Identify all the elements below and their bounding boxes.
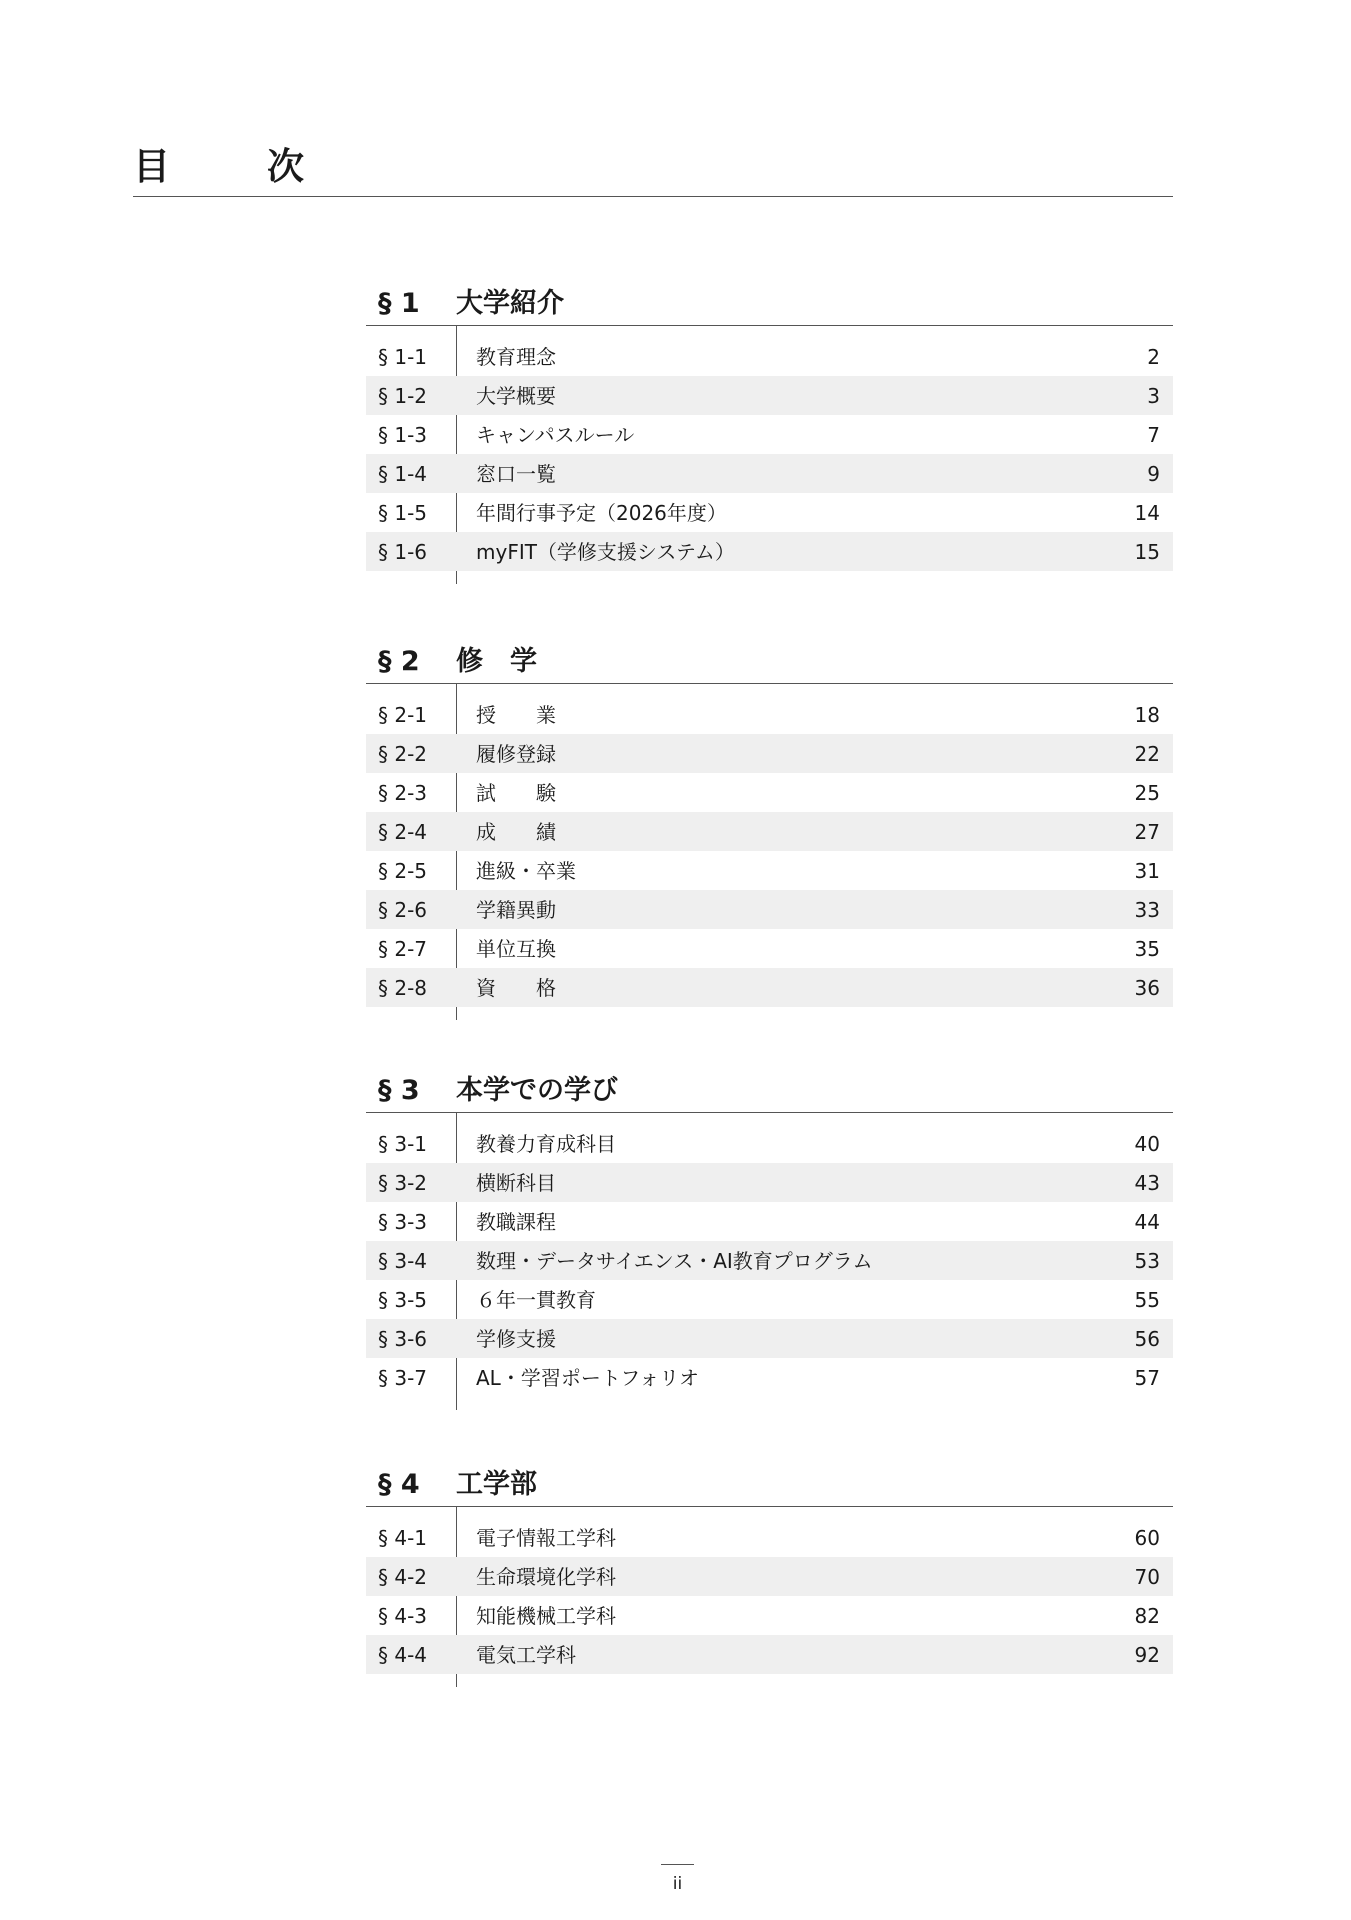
entry-number: § 3-5 [378,1288,428,1312]
entry-label: ６年一貫教育 [476,1288,596,1312]
toc-entry[interactable] [366,1124,1173,1163]
section-2 [366,637,1173,1020]
toc-entry[interactable] [366,337,1173,376]
entry-number: § 4-1 [378,1526,428,1550]
entry-page-number: 9 [1147,462,1160,486]
section-number: § 2 [378,646,420,677]
entry-number: § 2-6 [378,898,428,922]
section-3 [366,1066,1173,1410]
entry-label: 履修登録 [476,742,556,766]
toc-entry[interactable] [366,890,1173,929]
section-header [366,1460,1173,1507]
entry-label: キャンパスルール [476,423,635,447]
toc-entry[interactable] [366,376,1173,415]
entry-label: 数理・データサイエンス・AI教育プログラム [476,1249,873,1273]
section-items [366,326,1173,584]
entry-page-number: 44 [1134,1210,1160,1234]
entry-number: § 2-3 [378,781,428,805]
entry-page-number: 2 [1147,345,1160,369]
toc-entry[interactable] [366,929,1173,968]
toc-entry[interactable] [366,812,1173,851]
toc-entry[interactable] [366,1319,1173,1358]
entry-number: § 1-6 [378,540,428,564]
toc-entry[interactable] [366,454,1173,493]
entry-page-number: 43 [1134,1171,1160,1195]
entry-label: 学修支援 [476,1327,556,1351]
section-items [366,1113,1173,1410]
entry-label: 生命環境化学科 [476,1565,616,1589]
entry-page-number: 3 [1147,384,1160,408]
entry-page-number: 82 [1134,1604,1160,1628]
toc-entry[interactable] [366,968,1173,1007]
entry-label: 電気工学科 [476,1643,576,1667]
entry-number: § 2-8 [378,976,428,1000]
section-items [366,684,1173,1020]
section-number: § 3 [378,1075,420,1106]
entry-label: 試 験 [476,781,556,805]
entry-number: § 1-5 [378,501,428,525]
entry-number: § 3-2 [378,1171,428,1195]
entry-page-number: 27 [1134,820,1160,844]
entry-page-number: 15 [1134,540,1160,564]
entry-number: § 2-2 [378,742,428,766]
entry-number: § 1-2 [378,384,428,408]
entry-page-number: 25 [1134,781,1160,805]
entry-label: 電子情報工学科 [476,1526,616,1550]
section-number: § 4 [378,1469,420,1500]
section-number: § 1 [378,288,420,319]
toc-entry[interactable] [366,532,1173,571]
entry-label: AL・学習ポートフォリオ [476,1366,700,1390]
entry-label: 教養力育成科目 [476,1132,616,1156]
entry-label: 知能機械工学科 [476,1604,616,1628]
entry-label: 大学概要 [476,384,556,408]
section-4 [366,1460,1173,1687]
section-title: 工学部 [456,1469,537,1500]
entry-page-number: 7 [1147,423,1160,447]
entry-number: § 2-4 [378,820,428,844]
toc-entry[interactable] [366,1280,1173,1319]
toc-entry[interactable] [366,1596,1173,1635]
section-header [366,279,1173,326]
entry-number: § 4-3 [378,1604,428,1628]
entry-number: § 3-3 [378,1210,428,1234]
toc-entry[interactable] [366,1518,1173,1557]
toc-entry[interactable] [366,1163,1173,1202]
section-items [366,1507,1173,1687]
footer-divider [661,1864,694,1865]
page-title: 目 次 [133,145,334,188]
entry-page-number: 31 [1134,859,1160,883]
section-title: 修 学 [456,646,537,677]
entry-page-number: 14 [1134,501,1160,525]
toc-entry[interactable] [366,695,1173,734]
entry-label: 単位互換 [476,937,556,961]
entry-number: § 1-4 [378,462,428,486]
toc-entry[interactable] [366,1557,1173,1596]
toc-entry[interactable] [366,1241,1173,1280]
entry-label: 窓口一覧 [476,462,556,486]
section-title: 大学紹介 [456,288,564,319]
toc-entry[interactable] [366,1202,1173,1241]
entry-label: 進級・卒業 [476,859,576,883]
entry-number: § 3-7 [378,1366,428,1390]
entry-page-number: 92 [1134,1643,1160,1667]
toc-entry[interactable] [366,493,1173,532]
entry-page-number: 36 [1134,976,1160,1000]
entry-label: 成 績 [476,820,556,844]
section-title: 本学での学び [456,1075,618,1106]
entry-number: § 3-1 [378,1132,428,1156]
entry-label: 教職課程 [476,1210,556,1234]
entry-label: 横断科目 [476,1171,556,1195]
entry-page-number: 60 [1134,1526,1160,1550]
toc-entry[interactable] [366,1635,1173,1674]
entry-page-number: 18 [1134,703,1160,727]
page-header [133,142,1173,197]
toc-entry[interactable] [366,415,1173,454]
entry-number: § 3-4 [378,1249,428,1273]
section-header [366,637,1173,684]
entry-number: § 2-7 [378,937,428,961]
entry-number: § 3-6 [378,1327,428,1351]
entry-page-number: 70 [1134,1565,1160,1589]
entry-label: 教育理念 [476,345,556,369]
entry-page-number: 22 [1134,742,1160,766]
entry-page-number: 55 [1134,1288,1160,1312]
entry-number: § 4-4 [378,1643,428,1667]
section-header [366,1066,1173,1113]
toc-entry[interactable] [366,1358,1173,1397]
entry-label: 年間行事予定（2026年度） [476,501,727,525]
entry-page-number: 40 [1134,1132,1160,1156]
entry-number: § 1-1 [378,345,428,369]
section-1 [366,279,1173,584]
entry-page-number: 56 [1134,1327,1160,1351]
entry-page-number: 33 [1134,898,1160,922]
footer-page-number: ii [672,1874,683,1894]
entry-page-number: 35 [1134,937,1160,961]
entry-label: myFIT（学修支援システム） [476,540,735,564]
entry-number: § 2-1 [378,703,428,727]
entry-label: 資 格 [476,976,556,1000]
toc-entry[interactable] [366,734,1173,773]
toc-entry[interactable] [366,851,1173,890]
entry-number: § 4-2 [378,1565,428,1589]
entry-number: § 1-3 [378,423,428,447]
entry-page-number: 57 [1134,1366,1160,1390]
entry-page-number: 53 [1134,1249,1160,1273]
toc-entry[interactable] [366,773,1173,812]
entry-label: 授 業 [476,703,556,727]
entry-number: § 2-5 [378,859,428,883]
entry-label: 学籍異動 [476,898,556,922]
